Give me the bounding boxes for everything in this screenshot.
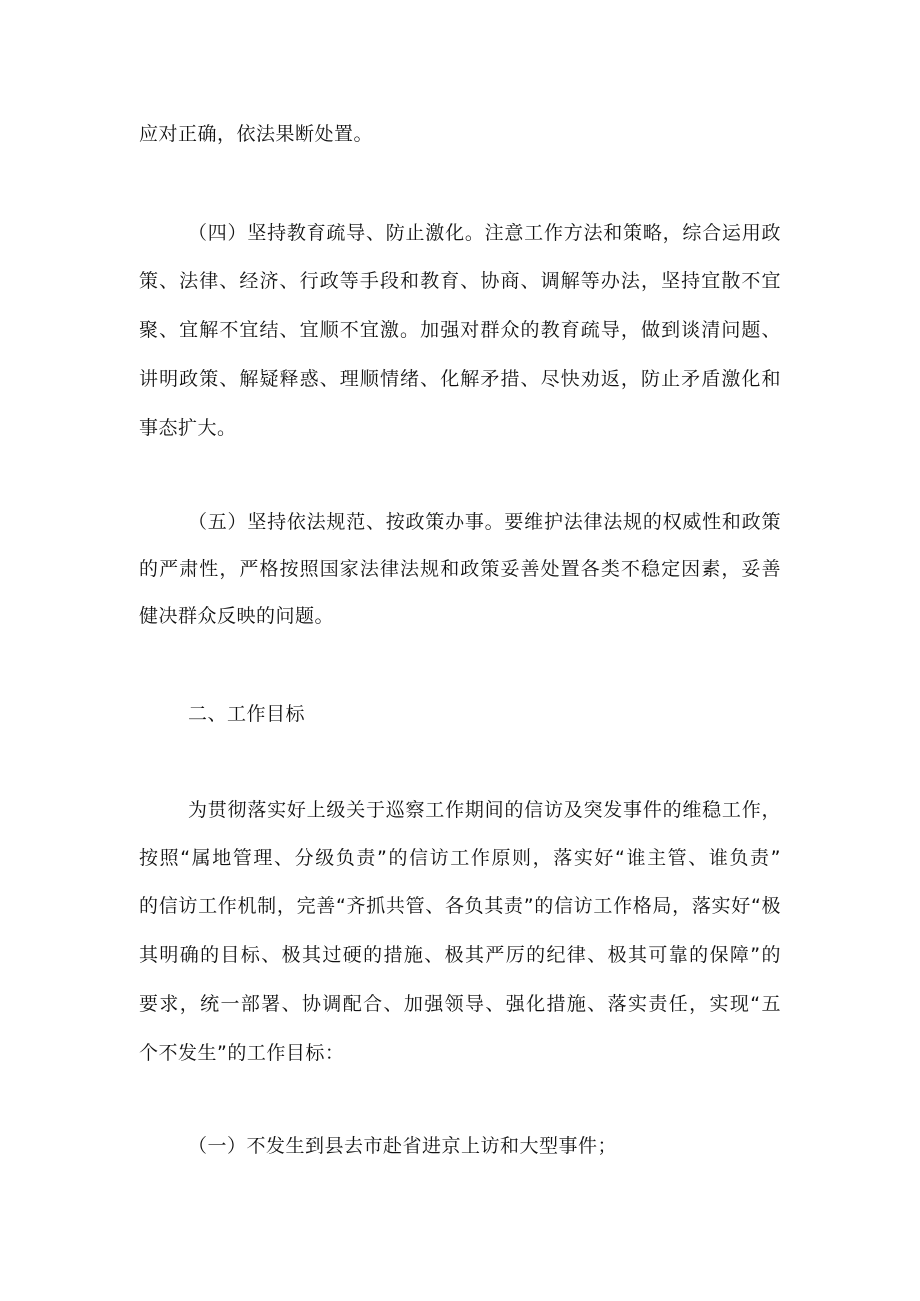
paragraph-line: 的严肃性，严格按照国家法律法规和政策妥善处置各类不稳定因素，妥善: [139, 558, 781, 580]
paragraph-line: 的信访工作机制，完善“齐抓共管、各负其责”的信访工作格局，落实好“极: [139, 895, 781, 917]
paragraph-line: （五）坚持依法规范、按政策办事。要维护法律法规的权威性和政策: [188, 511, 781, 533]
paragraph-line: 讲明政策、解疑释惑、理顺情绪、化解矛措、尽快劝返，防止矛盾激化和: [139, 368, 781, 390]
paragraph-line: （四）坚持教育疏导、防止激化。注意工作方法和策略，综合运用政: [188, 222, 781, 244]
section-heading: 二、工作目标: [188, 703, 306, 725]
paragraph-line: 事态扩大。: [139, 417, 237, 439]
paragraph-line: 其明确的目标、极其过硬的措施、极其严厉的纪律、极其可靠的保障”的: [139, 944, 781, 966]
list-item: （一）不发生到县去市赴省进京上访和大型事件；: [188, 1135, 618, 1157]
paragraph-line: 为贯彻落实好上级关于巡察工作期间的信访及突发事件的维稳工作，: [188, 799, 781, 821]
paragraph-line: 要求，统一部署、协调配合、加强领导、强化措施、落实责任，实现“五: [139, 993, 781, 1015]
paragraph-line: 策、法律、经济、行政等手段和教育、协商、调解等办法，坚持宜散不宜: [139, 270, 781, 292]
paragraph-line: 个不发生”的工作目标：: [139, 1042, 345, 1064]
paragraph-line: 聚、宜解不宜结、宜顺不宜激。加强对群众的教育疏导，做到谈清问题、: [139, 319, 781, 341]
paragraph-line: 健决群众反映的问题。: [139, 605, 335, 627]
paragraph-line: 按照“属地管理、分级负责”的信访工作原则，落实好“谁主管、谁负责”: [139, 847, 781, 869]
paragraph-line: 应对正确，依法果断处置。: [139, 123, 374, 145]
